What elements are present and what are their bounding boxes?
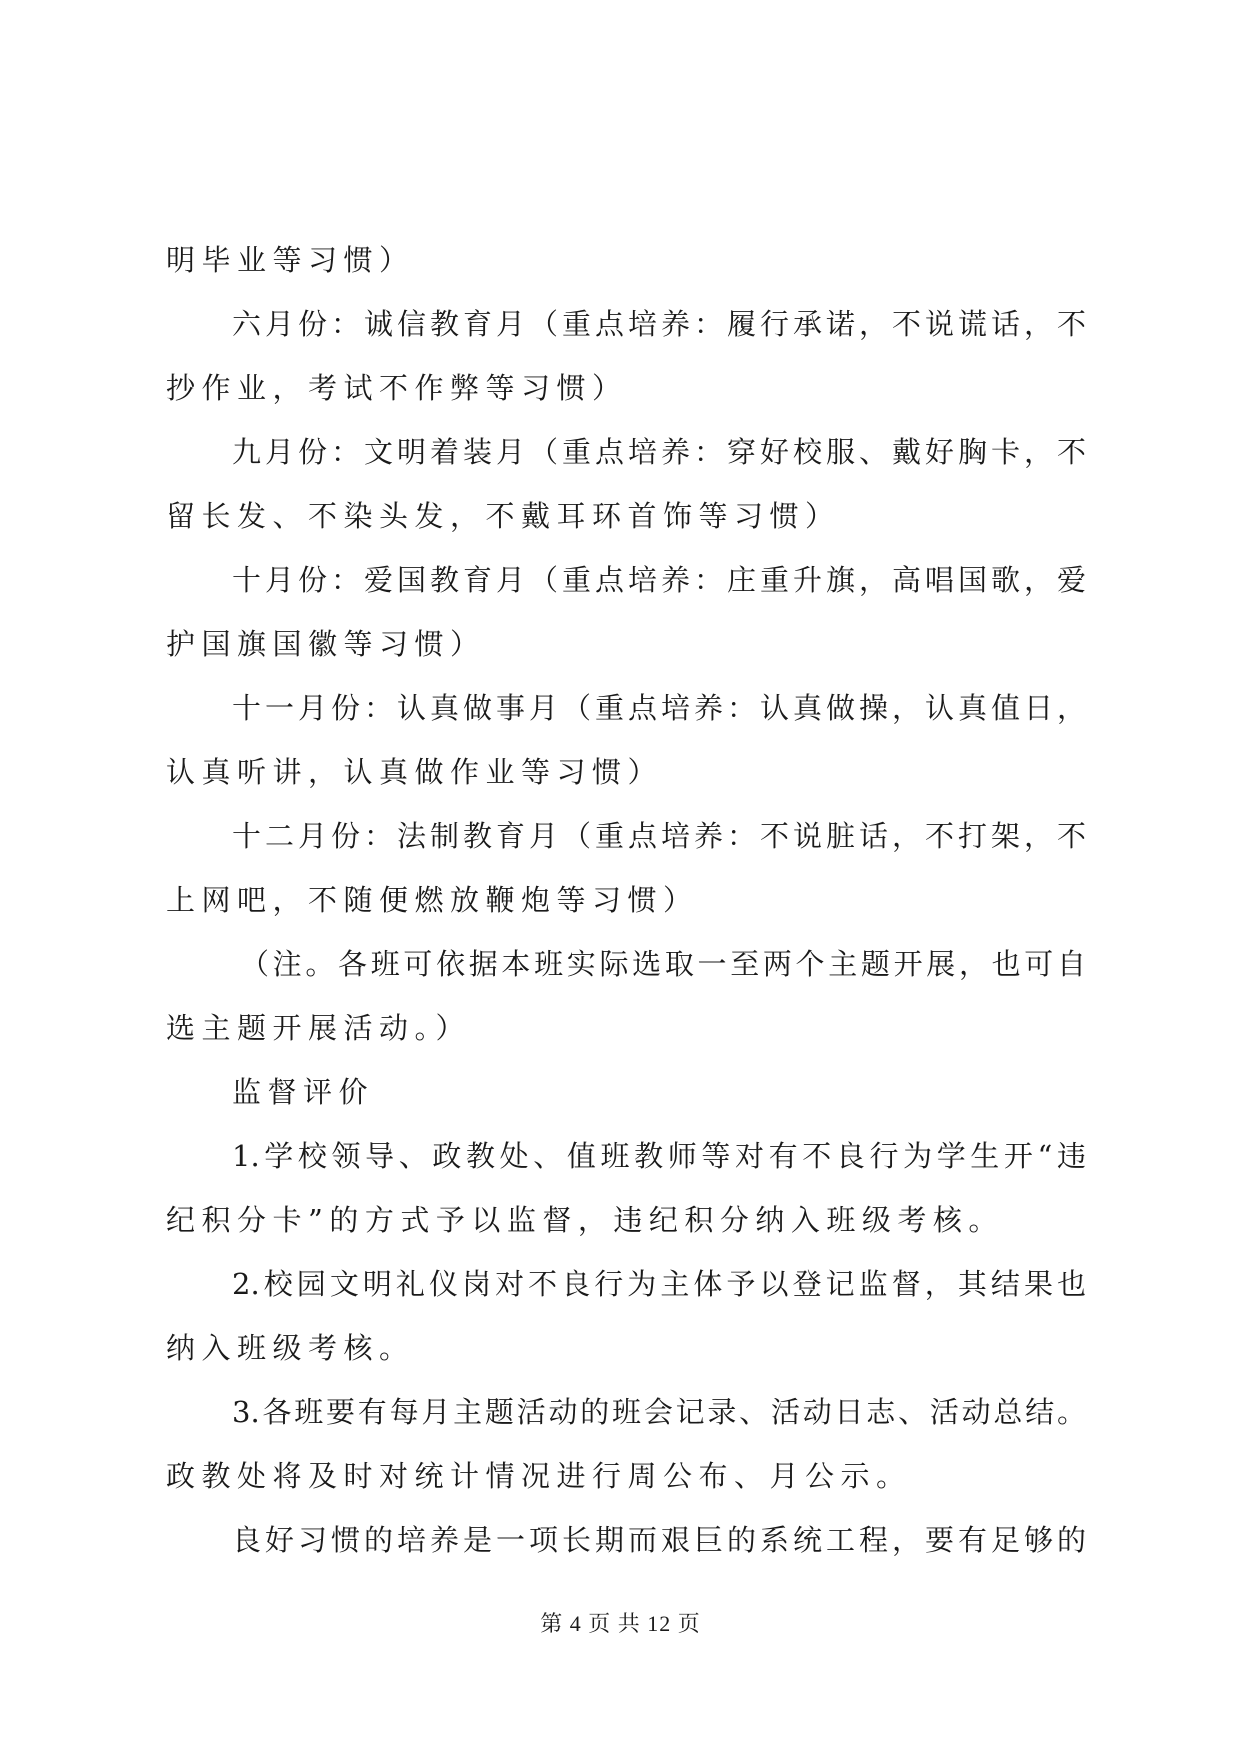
document-body xyxy=(166,228,1086,1572)
text-line: 抄作业，考试不作弊等习惯） xyxy=(166,371,628,405)
text-line: 认真听讲，认真做作业等习惯） xyxy=(166,755,664,789)
text-line: 留长发、不染头发，不戴耳环首饰等习惯） xyxy=(166,499,841,533)
text-line: 十一月份：认真做事月（重点培养：认真做操，认真值日， xyxy=(232,691,1086,725)
text-line: 六月份：诚信教育月（重点培养：履行承诺，不说谎话，不 xyxy=(232,307,1086,341)
text-line: 2.校园文明礼仪岗对不良行为主体予以登记监督，其结果也 xyxy=(232,1267,1086,1301)
text-line: 十二月份：法制教育月（重点培养：不说脏话，不打架，不 xyxy=(232,819,1086,853)
page-number-footer: 第 4 页 共 12 页 xyxy=(540,1611,701,1636)
text-line: 选主题开展活动。） xyxy=(166,1011,472,1045)
text-line: 良好习惯的培养是一项长期而艰巨的系统工程，要有足够的 xyxy=(232,1523,1086,1557)
text-line: 纳入班级考核。 xyxy=(166,1331,415,1365)
text-line: 十月份：爱国教育月（重点培养：庄重升旗，高唱国歌，爱 xyxy=(232,563,1086,597)
text-line: 九月份：文明着装月（重点培养：穿好校服、戴好胸卡，不 xyxy=(232,435,1086,469)
section-heading: 监督评价 xyxy=(232,1075,375,1109)
text-line: 3.各班要有每月主题活动的班会记录、活动日志、活动总结。 xyxy=(232,1395,1086,1429)
text-line: 明毕业等习惯） xyxy=(166,243,415,277)
text-line: 护国旗国徽等习惯） xyxy=(166,627,486,661)
text-line: 纪积分卡”的方式予以监督，违纪积分纳入班级考核。 xyxy=(166,1203,1004,1237)
text-line: 1.学校领导、政教处、值班教师等对有不良行为学生开“违 xyxy=(232,1139,1086,1173)
text-line: 政教处将及时对统计情况进行周公布、月公示。 xyxy=(166,1459,912,1493)
text-line: 上网吧，不随便燃放鞭炮等习惯） xyxy=(166,883,699,917)
text-line: （注。各班可依据本班实际选取一至两个主题开展，也可自 xyxy=(240,947,1086,981)
